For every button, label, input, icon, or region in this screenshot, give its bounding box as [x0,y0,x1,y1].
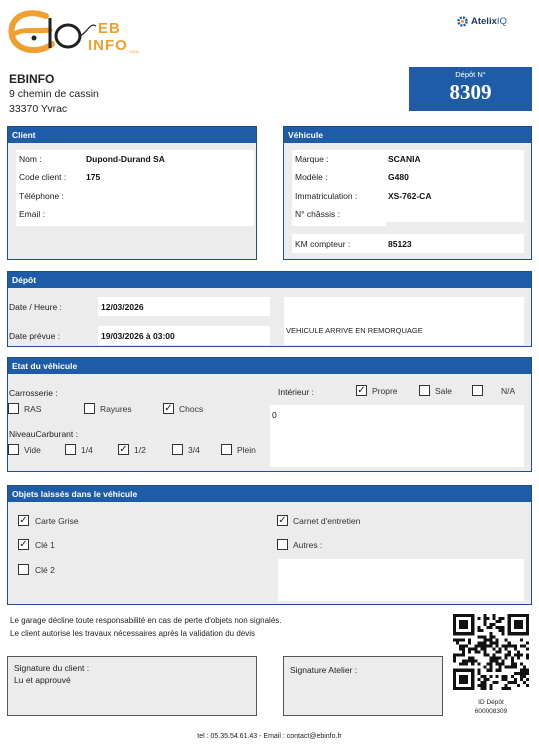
depot-prevue-value: 19/03/2026 à 03:00 [101,331,175,341]
depot-remark-text: VEHICULE ARRIVE EN REMORQUAGE [286,326,423,335]
gear-icon [456,15,469,28]
items-panel [7,485,532,605]
logo-text-info: INFO [88,37,128,54]
carrosserie-chocs-checkbox[interactable]: ✓ [164,403,173,414]
vehicle-marque-value: SCANIA [388,154,421,164]
logo-text-sarl: SARL [129,49,140,54]
depot-date-value: 12/03/2026 [101,302,144,312]
fuel-1-2-checkbox[interactable]: ✓ [119,444,128,455]
fuel-1-4-label: 1/4 [81,445,93,455]
carrosserie-ras-label: RAS [24,404,42,414]
items-autres-field[interactable] [278,559,524,601]
item-carnet-d-entretien-checkbox[interactable]: ✓ [278,515,287,526]
vehicle-immat-label: Immatriculation : [295,191,358,201]
company-address-2: 33370 Yvrac [9,103,68,115]
item-carnet-d-entretien-label: Carnet d'entretien [293,516,361,526]
company-name: EBINFO [9,72,55,86]
vehicle-modele-value: G480 [388,172,409,182]
item-carte-grise-checkbox[interactable]: ✓ [19,515,28,526]
vehicle-chassis-label: N° châssis : [295,209,340,219]
client-panel-title: Client [8,127,256,143]
depot-prevue-label: Date prévue : [9,331,61,341]
condition-notes-text: 0 [272,410,277,420]
depot-panel [7,271,532,347]
carrosserie-chocs-label: Chocs [179,404,204,414]
qr-caption-1: ID Dépôt [478,699,504,706]
logo-text-eb: EB [98,20,121,37]
condition-panel-title: Etat du véhicule [8,358,531,374]
depot-remark-field[interactable] [284,297,524,345]
client-email-label: Email : [19,209,45,219]
carrosserie-rayures-checkbox[interactable] [84,403,95,414]
depot-number-label: Dépôt N° [455,70,486,79]
vehicle-km-label: KM compteur : [295,239,351,249]
qr-code [453,614,529,690]
qr-code-graphic [453,614,529,690]
item-cl-2-label: Clé 2 [35,565,55,575]
carrosserie-ras-checkbox[interactable] [8,403,19,414]
fuel-plein-label: Plein [237,445,256,455]
disclaimer-line-1: Le garage décline toute responsabilité en cas de perte d'objets non signalés. [10,616,282,625]
interieur-label: Intérieur : [278,387,314,397]
client-panel [7,126,257,260]
atelier-signature-box[interactable] [283,656,443,716]
item-cl-1-label: Clé 1 [35,540,55,550]
fuel-3-4-checkbox[interactable] [172,444,183,455]
interieur-propre-checkbox[interactable]: ✓ [357,385,366,396]
interieur-sale-checkbox[interactable] [419,385,430,396]
disclaimer-line-2: Le client autorise les travaux nécessaires après la validation du devis [10,629,256,638]
depot-date-label: Date / Heure : [9,302,62,312]
vehicle-immat-value: XS-762-CA [388,191,432,201]
vehicle-panel [283,126,532,260]
fuel-plein-checkbox[interactable] [221,444,232,455]
vehicle-chassis-field[interactable] [384,204,524,222]
client-code-field[interactable] [84,168,248,186]
atelix-logo [456,14,507,28]
carrosserie-label: Carrosserie : [9,388,58,398]
depot-number-box [409,67,532,111]
vehicle-marque-label: Marque : [295,154,329,164]
item-carte-grise-label: Carte Grise [35,516,79,526]
client-phone-label: Téléphone : [19,191,64,201]
interieur-propre-label: Propre [372,386,398,396]
vehicle-km-value: 85123 [388,239,412,249]
client-signature-sub: Lu et approuvé [14,675,71,685]
interieur-n-a-checkbox[interactable] [472,385,483,396]
fuel-1-2-label: 1/2 [134,445,146,455]
interieur-sale-label: Sale [435,386,453,396]
footer-contact: tel : 05.35.54.61.43 - Email : contact@ebinfo.fr [197,733,342,740]
fuel-vide-label: Vide [24,445,41,455]
company-address-1: 9 chemin de cassin [9,88,99,100]
vehicle-modele-label: Modèle : [295,172,328,182]
item-autres-checkbox[interactable] [277,539,288,550]
client-email-field[interactable] [84,204,248,222]
company-logo [6,8,156,60]
vehicle-panel-title: Véhicule [284,127,531,143]
interieur-n-a-label: N/A [501,386,516,396]
client-phone-field[interactable] [84,186,248,204]
items-panel-title: Objets laissés dans le véhicule [8,486,531,502]
atelix-text-2: IQ [496,15,507,27]
atelier-signature-label: Signature Atelier : [290,665,358,675]
fuel-vide-checkbox[interactable] [8,444,19,455]
carburant-label: NiveauCarburant : [9,429,78,439]
depot-number-value: 8309 [449,80,492,104]
condition-notes-field[interactable] [270,405,524,467]
client-signature-label: Signature du client : [14,663,90,673]
fuel-1-4-checkbox[interactable] [65,444,76,455]
atelix-text-1: Atelix [471,15,497,27]
carrosserie-rayures-label: Rayures [100,404,132,414]
fuel-3-4-label: 3/4 [188,445,200,455]
client-name-label: Nom : [19,154,42,164]
item-cl-2-checkbox[interactable] [18,564,29,575]
client-signature-box[interactable] [7,656,257,716]
qr-caption-2: 600008309 [474,708,508,715]
item-cl-1-checkbox[interactable]: ✓ [19,539,28,550]
client-code-label: Code client : [19,172,67,182]
item-autres-label: Autres : [293,540,323,550]
client-code-value: 175 [86,172,101,182]
client-name-value: Dupond-Durand SA [86,154,165,164]
depot-panel-title: Dépôt [8,272,531,288]
